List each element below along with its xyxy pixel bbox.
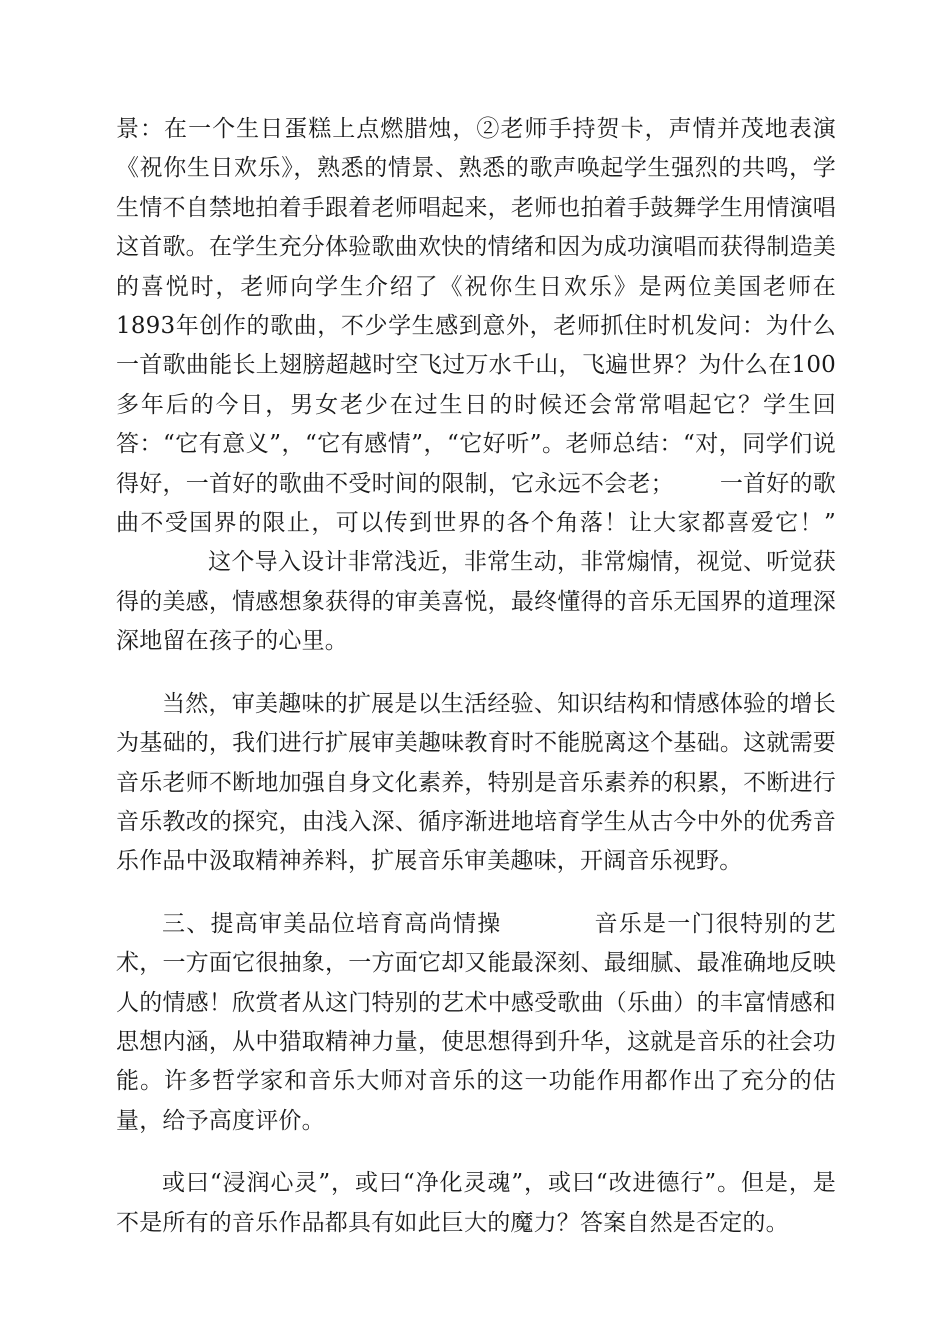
paragraph-4 [116, 1164, 836, 1243]
paragraph-1-part-1: 景：在一个生日蛋糕上点燃腊烛，②老师手持贺卡，声情并茂地表演《祝你生日欢乐》，熟悉的情景、熟悉的歌声唤起学生强烈的共鸣，学生情不自禁地拍着手跟着老师唱起来，老师也拍着手鼓舞学生用情演唱这首歌。在学生充分体验歌曲欢快的情绪和因为成功演唱而获得制造美的喜悦时，老师向学生介绍了《祝你生日欢乐》是两位美国老师在1893年创作的歌曲，不少学生感到意外，老师抓住时机发问：为什么一首歌曲能长上翅膀超越时空飞过万水千山，飞遍世界？为什么在100多年后的今日，男女老少在过生日的时候还会常常唱起它？学生回答：“它有意义”，“它有感情”，“它好听”。老师总结：“对，同学们说得好，一首好的歌曲不受时间的限制，它永远不会老； [116, 116, 836, 497]
paragraph-1 [116, 110, 836, 662]
paragraph-1-part-2: 一首好的歌曲不受国界的限止，可以传到世界的各个角落！让大家都喜爱它！” [116, 470, 836, 537]
paragraph-2-text: 当然，审美趣味的扩展是以生活经验、知识结构和情感体验的增长为基础的，我们进行扩展审美趣味教育时不能脱离这个基础。这就需要音乐老师不断地加强自身文化素养，特别是音乐素养的积累，不断进行音乐教改的探究，由浅入深、循序渐进地培育学生从古今中外的优秀音乐作品中汲取精神养料，扩展音乐审美趣味，开阔音乐视野。 [116, 690, 836, 875]
paragraph-2 [116, 685, 836, 882]
paragraph-1-part-3: 这个导入设计非常浅近，非常生动，非常煽情，视觉、听觉获得的美感，情感想象获得的审美喜悦，最终懂得的音乐无国界的道理深深地留在孩子的心里。 [116, 549, 836, 655]
paragraph-4-text: 或曰“浸润心灵”，或曰“净化灵魂”，或曰“改进德行”。但是，是不是所有的音乐作品都具有如此巨大的魔力？答案自然是否定的。 [116, 1170, 836, 1236]
document-body [116, 110, 836, 1266]
paragraph-3-text: 音乐是一门很特别的艺术，一方面它很抽象，一方面它却又能最深刻、最细腻、最准确地反映人的情感！欣赏者从这门特别的艺术中感受歌曲（乐曲）的丰富情感和思想内涵，从中猎取精神力量，使思想得到升华，这就是音乐的社会功能。许多哲学家和音乐大师对音乐的这一功能作用都作出了充分的估量，给予高度评价。 [116, 910, 836, 1134]
section-heading: 三、提高审美品位培育高尚情操 [162, 910, 502, 937]
paragraph-3 [116, 905, 836, 1141]
